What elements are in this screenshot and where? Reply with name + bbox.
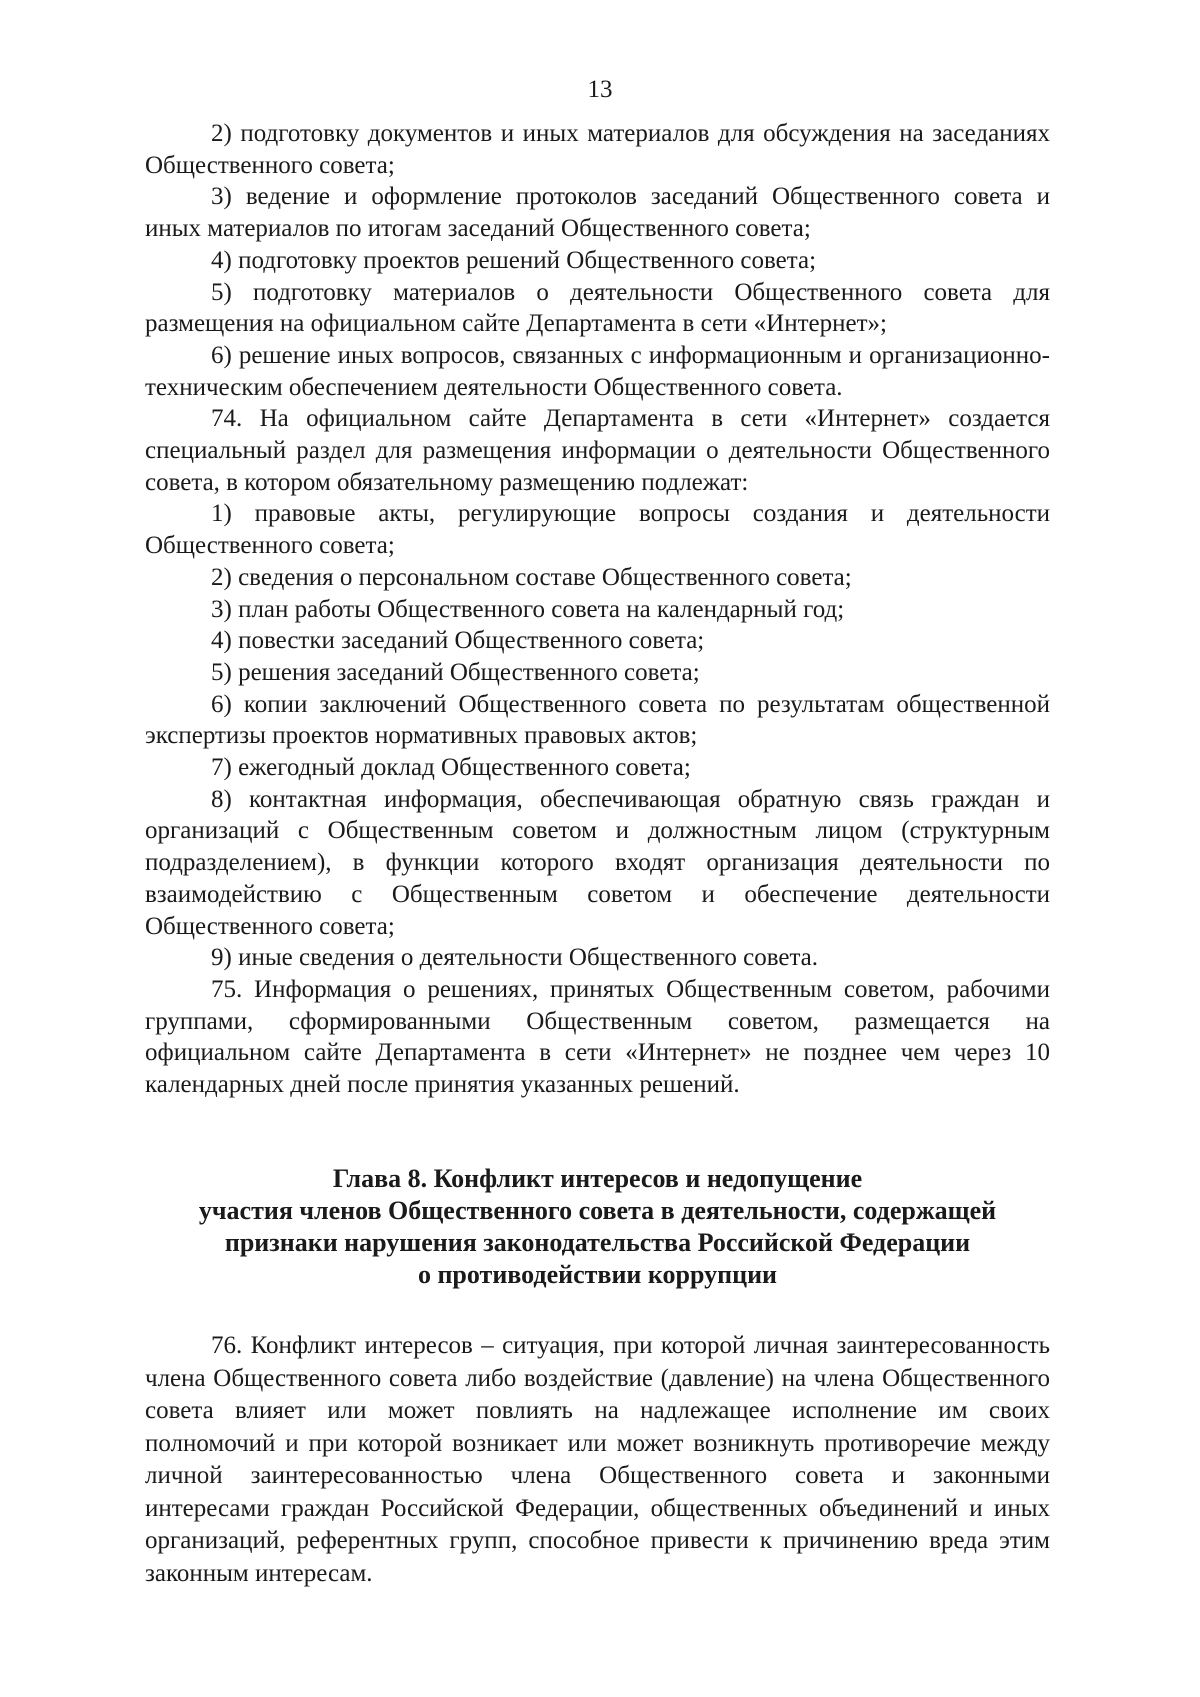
list-section xyxy=(145,118,1050,1101)
chapter-heading-line: Глава 8. Конфликт интересов и недопущение xyxy=(332,1164,863,1193)
paragraph-item-3: 3) ведение и оформление протоколов заседаний Общественного совета и иных материалов по итогам заседаний Общественного совета; xyxy=(145,183,1050,243)
paragraph-item-6: 6) решение иных вопросов, связанных с информационным и организационно-техническим обеспечением деятельности Общественного совета. xyxy=(145,341,1050,401)
chapter-heading-line: участия членов Общественного совета в деятельности, содержащей xyxy=(198,1196,997,1225)
paragraph-74: 74. На официальном сайте Департамента в сети «Интернет» создается специальный раздел для размещения информации о деятельности Общественного совета, в котором обязательному размещению подлежат: xyxy=(145,405,1050,496)
paragraph-74-item-9: 9) иные сведения о деятельности Общественного совета. xyxy=(211,944,819,972)
chapter-body xyxy=(145,1330,1050,1590)
paragraph-76: 76. Конфликт интересов – ситуация, при которой личная заинтересованность члена Общественного совета либо воздействие (давление) на члена Общественного совета влияет или может повлиять на надлежащее исполнение им своих полномочий и при которой возникает или может возникнуть противоречие между личной заинтересованностью члена Общественного совета и законными интересами граждан Российской Федерации, общественных объединений и иных организаций, референтных групп, способное привести к причинению вреда этим законным интересам. xyxy=(145,1332,1050,1587)
paragraph-74-item-3: 3) план работы Общественного совета на календарный год; xyxy=(211,595,845,623)
paragraph-item-4: 4) подготовку проектов решений Общественного совета; xyxy=(211,246,817,274)
paragraph-74-item-6: 6) копии заключений Общественного совета по результатам общественной экспертизы проектов нормативных правовых актов; xyxy=(145,690,1050,750)
paragraph-74-item-1: 1) правовые акты, регулирующие вопросы создания и деятельности Общественного совета; xyxy=(145,500,1050,560)
chapter-heading-line: о противодействии коррупции xyxy=(417,1260,778,1289)
paragraph-74-item-2: 2) сведения о персональном составе Общественного совета; xyxy=(211,563,852,591)
paragraph-item-2: 2) подготовку документов и иных материалов для обсуждения на заседаниях Общественного совета; xyxy=(145,120,1050,179)
page-number: 13 xyxy=(587,76,613,103)
paragraph-75: 75. Информация о решениях, принятых Общественным советом, рабочими группами, сформированными Общественным советом, размещается на официальном сайте Департамента в сети «Интернет» не позднее чем через 10 календарных дней после принятия указанных решений. xyxy=(145,975,1050,1099)
chapter-heading-line: признаки нарушения законодательства Российской Федерации xyxy=(224,1228,971,1257)
paragraph-74-item-4: 4) повестки заседаний Общественного совета; xyxy=(211,627,705,655)
chapter-heading xyxy=(145,1163,1050,1291)
paragraph-item-5: 5) подготовку материалов о деятельности Общественного совета для размещения на официальном сайте Департамента в сети «Интернет»; xyxy=(145,278,1050,338)
paragraph-74-item-7: 7) ежегодный доклад Общественного совета; xyxy=(211,754,691,782)
paragraph-74-item-5: 5) решения заседаний Общественного совета; xyxy=(211,658,700,686)
paragraph-74-item-8: 8) контактная информация, обеспечивающая обратную связь граждан и организаций с Общественным советом и должностным лицом (структурным подразделением), в функции которого входят организация деятельности по взаимодействию с Общественным советом и обеспечение деятельности Общественного совета; xyxy=(145,785,1050,940)
